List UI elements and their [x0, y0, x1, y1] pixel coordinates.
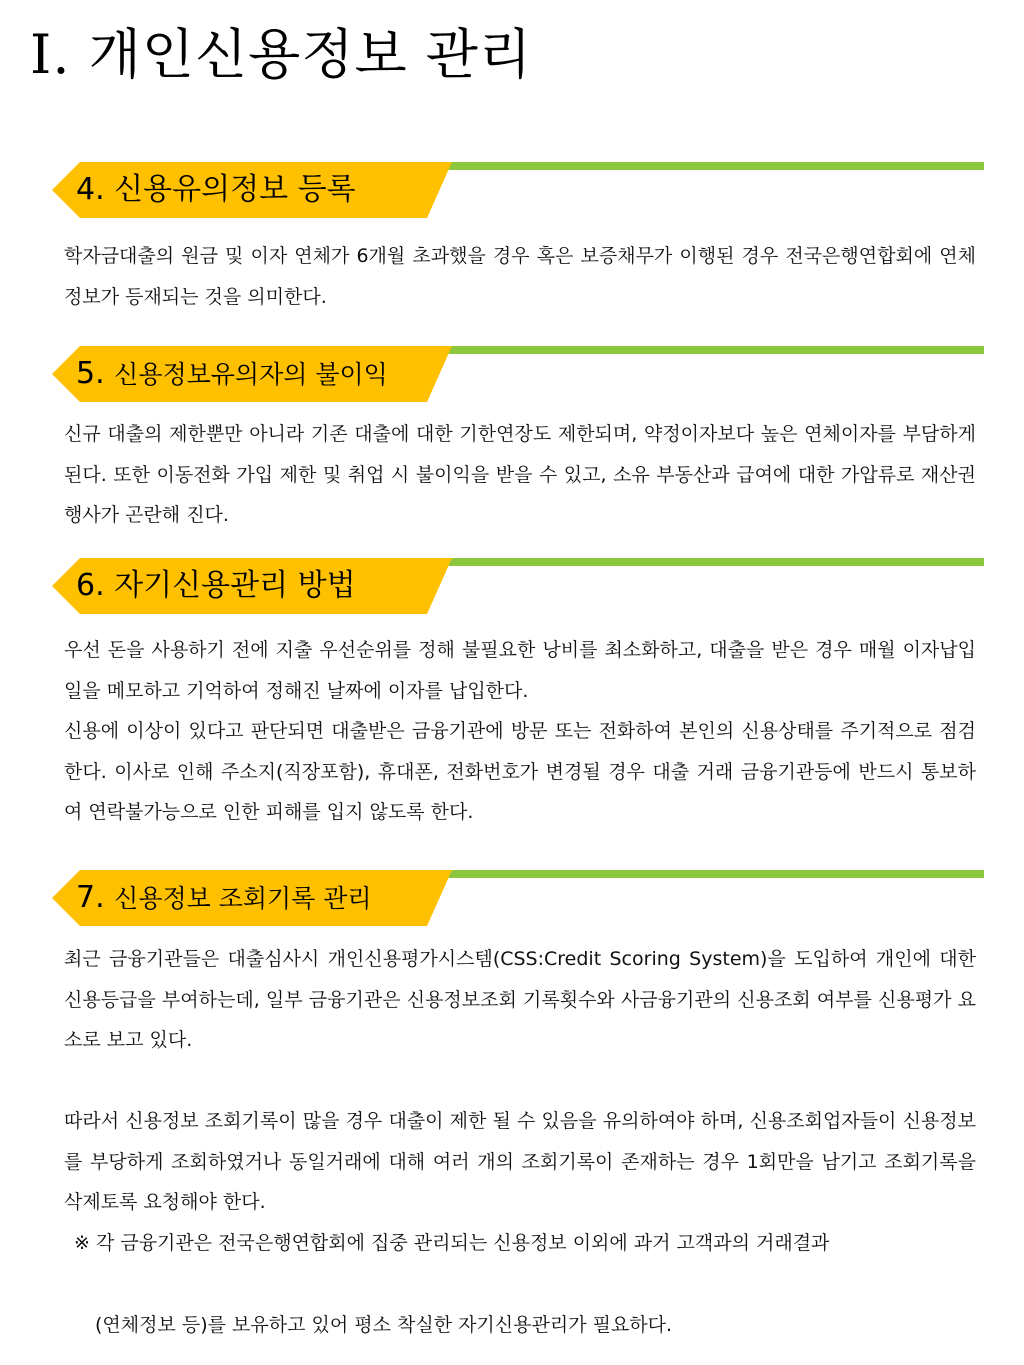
section-title: 신용정보 조회기록 관리	[114, 884, 372, 913]
section-heading	[76, 162, 356, 218]
section-5-paragraph: 신규 대출의 제한뿐만 아니라 기존 대출에 대한 기한연장도 제한되며, 약정이자보다 높은 연체이자를 부담하게 된다. 또한 이동전화 가입 제한 및 취업 시 불이익을 받을 수 있고, 소유 부동산과 급여에 대한 가압류로 재산권 행사가 곤란해 진다.	[64, 423, 976, 526]
section-header-6	[52, 558, 984, 614]
header-accent-line	[432, 162, 984, 170]
page-title: I. 개인신용정보 관리	[30, 23, 533, 86]
section-header-4	[52, 162, 984, 218]
section-number: 4.	[76, 172, 105, 207]
section-7-note: ※ 각 금융기관은 전국은행연합회에 집중 관리되는 신용정보 이외에 과거 고객과의 거래결과	[74, 1232, 830, 1254]
section-heading	[76, 558, 356, 614]
header-accent-line	[432, 870, 984, 878]
section-6-paragraph-1: 우선 돈을 사용하기 전에 지출 우선순위를 정해 불필요한 낭비를 최소화하고, 대출을 받은 경우 매월 이자납입일을 메모하고 기억하여 정해진 날짜에 이자를 납입한다.	[64, 639, 976, 702]
section-6-paragraph-2: 신용에 이상이 있다고 판단되면 대출받은 금융기관에 방문 또는 전화하여 본인의 신용상태를 주기적으로 점검한다. 이사로 인해 주소지(직장포함), 휴대폰, 전화번호가 변경될 경우 대출 거래 금융기관등에 반드시 통보하여 연락불가능으로 인한 피해를 입지 않도록 한다.	[64, 720, 976, 823]
header-accent-line	[432, 346, 984, 354]
section-title: 신용유의정보 등록	[114, 172, 356, 207]
section-heading	[76, 870, 372, 926]
section-header-7	[52, 870, 984, 926]
section-header-5	[52, 346, 984, 402]
section-title: 자기신용관리 방법	[114, 568, 356, 603]
section-number: 7.	[76, 880, 105, 915]
section-number: 6.	[76, 568, 105, 603]
header-accent-line	[432, 558, 984, 566]
section-number: 5.	[76, 356, 105, 391]
section-title: 신용정보유의자의 불이익	[114, 360, 388, 389]
section-7-note-continued: (연체정보 등)를 보유하고 있어 평소 착실한 자기신용관리가 필요하다.	[95, 1314, 673, 1336]
section-7-paragraph-1: 최근 금융기관들은 대출심사시 개인신용평가시스템(CSS:Credit Scoring System)을 도입하여 개인에 대한 신용등급을 부여하는데, 일부 금융기관은 신용정보조회 기록횟수와 사금융기관의 신용조회 여부를 신용평가 요소로 보고 있다.	[64, 948, 976, 1051]
section-heading	[76, 346, 388, 402]
section-7-paragraph-2: 따라서 신용정보 조회기록이 많을 경우 대출이 제한 될 수 있음을 유의하여야 하며, 신용조회업자들이 신용정보를 부당하게 조회하였거나 동일거래에 대해 여러 개의 조회기록이 존재하는 경우 1회만을 남기고 조회기록을 삭제토록 요청해야 한다.	[64, 1110, 976, 1213]
section-4-paragraph: 학자금대출의 원금 및 이자 연체가 6개월 초과했을 경우 혹은 보증채무가 이행된 경우 전국은행연합회에 연체정보가 등재되는 것을 의미한다.	[64, 245, 976, 308]
